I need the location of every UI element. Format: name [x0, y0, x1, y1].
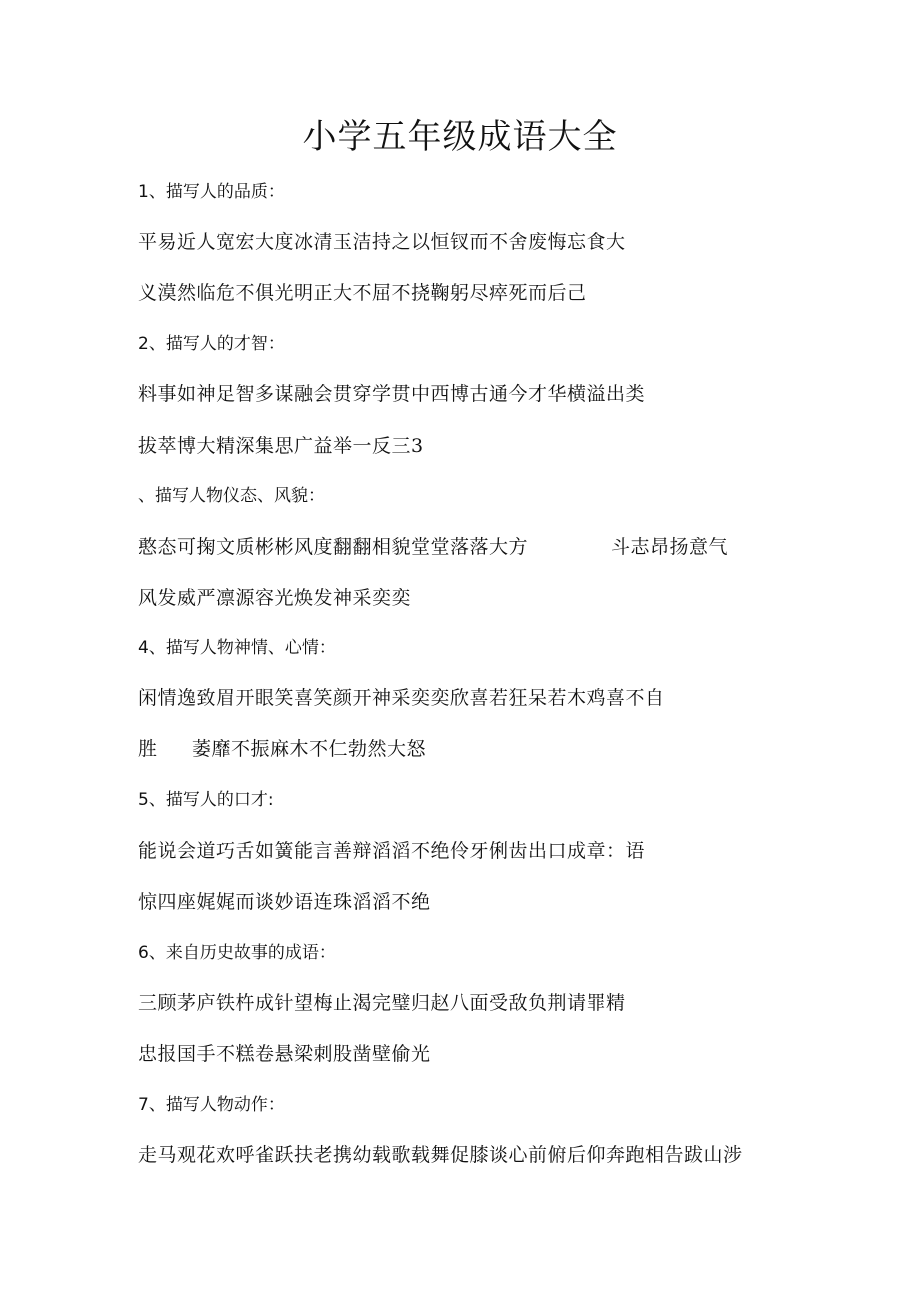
idiom-line: 料事如神足智多谋融会贯穿学贯中西博古通今才华横溢出类 — [138, 383, 646, 405]
idiom-line: 闲情逸致眉开眼笑喜笑颜开神采奕奕欣喜若狂呆若木鸡喜不自 — [138, 687, 665, 709]
idiom-line: 风发威严凛源容光焕发神采奕奕 — [138, 587, 412, 609]
idiom-line: 憨态可掬文质彬彬风度翻翻相貌堂堂落落大方 — [138, 536, 529, 558]
idiom-line: 惊四座娓娓而谈妙语连珠滔滔不绝 — [138, 891, 431, 913]
idiom-line: 能说会道巧舌如簧能言善辩滔滔不绝伶牙俐齿出口成章：语 — [138, 840, 646, 862]
idiom-line: 萎靡不振麻木不仁勃然大怒 — [192, 738, 427, 760]
idiom-line: 三顾茅庐铁杵成针望梅止渴完璧归赵八面受敌负荆请罪精 — [138, 992, 626, 1014]
idiom-line: 忠报国手不糕卷悬梁刺股凿壁偷光 — [138, 1043, 431, 1065]
section-heading-3: 、描写人物仪态、风貌： — [138, 486, 325, 506]
page-title: 小学五年级成语大全 — [302, 117, 618, 157]
section-heading-2: 2、描写人的才智： — [138, 334, 285, 354]
section-heading-7: 7、描写人物动作： — [138, 1095, 285, 1115]
section-heading-1: 1、描写人的品质： — [138, 182, 285, 202]
idiom-line: 胜 — [138, 738, 158, 760]
idiom-line: 走马观花欢呼雀跃扶老携幼载歌载舞促膝谈心前俯后仰奔跑相告跋山涉 — [138, 1144, 743, 1166]
section-heading-6: 6、来自历史故事的成语： — [138, 943, 336, 963]
idiom-line: 义漠然临危不俱光明正大不屈不挠鞠躬尽瘁死而后己 — [138, 282, 587, 304]
idiom-line: 斗志昂扬意气 — [611, 536, 729, 558]
idiom-line: 平易近人宽宏大度冰清玉洁持之以恒钗而不舍废悔忘食大 — [138, 231, 626, 253]
section-heading-4: 4、描写人物神情、心情： — [138, 638, 336, 658]
idiom-line: 拔萃博大精深集思广益举一反三3 — [138, 435, 424, 457]
section-heading-5: 5、描写人的口才: — [138, 790, 274, 810]
